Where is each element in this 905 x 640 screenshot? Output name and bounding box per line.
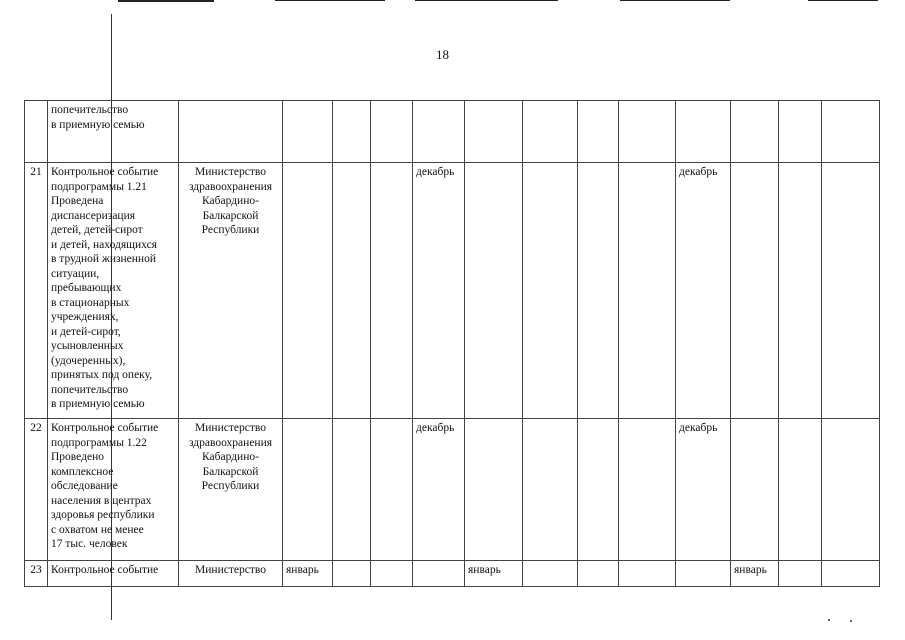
executor: Министерство здравоохранения Кабардино- Балкарской Республики: [179, 163, 283, 419]
row-number: [25, 101, 48, 163]
scan-speck: [828, 619, 830, 621]
schedule-cell: [578, 101, 619, 163]
schedule-cell: [333, 163, 371, 419]
schedule-cell: [822, 419, 880, 561]
schedule-cell: [779, 101, 822, 163]
row-number: 21: [25, 163, 48, 419]
schedule-cell: [371, 419, 413, 561]
schedule-cell: [822, 561, 880, 587]
schedule-cell: [283, 419, 333, 561]
schedule-cell: [822, 163, 880, 419]
schedule-cell: [676, 101, 731, 163]
scan-line: [620, 0, 730, 1]
schedule-cell: [283, 163, 333, 419]
table-row: [25, 419, 880, 561]
schedule-cell: [779, 163, 822, 419]
event-name: Контрольное событие подпрограммы 1.21 Проведена диспансеризация детей, детей-сирот и детей, находящихся в трудной жизненной ситуации, пребывающих в стационарных учреждениях, и детей-сирот, усыновленных (удочеренных), принятых под опеку, попечительство в приемную семью: [48, 163, 179, 419]
schedule-cell: [371, 561, 413, 587]
schedule-cell: [371, 163, 413, 419]
schedule-cell: [465, 101, 523, 163]
schedule-cell: январь: [283, 561, 333, 587]
scan-line: [118, 0, 214, 2]
schedule-cell: [578, 419, 619, 561]
table-row: [25, 163, 880, 419]
executor: Министерство здравоохранения Кабардино- Балкарской Республики: [179, 419, 283, 561]
schedule-cell: [283, 101, 333, 163]
schedule-cell: декабрь: [676, 163, 731, 419]
scan-line: [275, 0, 385, 1]
schedule-cell: [619, 419, 676, 561]
schedule-cell: [731, 101, 779, 163]
table-row: [25, 561, 880, 587]
page-number: 18: [436, 47, 449, 62]
event-name: Контрольное событие подпрограммы 1.22 Проведено комплексное обследование населения в центрах здоровья республики с охватом не менее 17 тыс. человек: [48, 419, 179, 561]
schedule-cell: [333, 101, 371, 163]
schedule-table: [24, 100, 880, 587]
schedule-cell: [731, 163, 779, 419]
schedule-cell: [523, 419, 578, 561]
row-number: 22: [25, 419, 48, 561]
schedule-cell: [619, 101, 676, 163]
schedule-cell: [619, 561, 676, 587]
schedule-cell: [333, 561, 371, 587]
schedule-cell: [465, 419, 523, 561]
row-number: 23: [25, 561, 48, 587]
schedule-cell: [465, 163, 523, 419]
schedule-cell: [523, 163, 578, 419]
schedule-cell: декабрь: [413, 163, 465, 419]
event-name: попечительство в приемную семью: [48, 101, 179, 163]
scan-speck: [850, 620, 852, 622]
schedule-cell: [413, 561, 465, 587]
executor: [179, 101, 283, 163]
schedule-cell: [523, 101, 578, 163]
schedule-cell: [523, 561, 578, 587]
table-row: [25, 101, 880, 163]
schedule-cell: январь: [465, 561, 523, 587]
schedule-cell: [578, 163, 619, 419]
schedule-cell: [676, 561, 731, 587]
schedule-cell: [731, 419, 779, 561]
schedule-cell: [578, 561, 619, 587]
schedule-cell: [333, 419, 371, 561]
schedule-cell: декабрь: [413, 419, 465, 561]
schedule-cell: [779, 419, 822, 561]
schedule-cell: декабрь: [676, 419, 731, 561]
schedule-cell: [371, 101, 413, 163]
scan-line: [415, 0, 558, 1]
schedule-cell: [822, 101, 880, 163]
schedule-cell: [619, 163, 676, 419]
executor: Министерство: [179, 561, 283, 587]
schedule-cell: [779, 561, 822, 587]
schedule-cell: январь: [731, 561, 779, 587]
scan-line: [808, 0, 878, 1]
schedule-cell: [413, 101, 465, 163]
event-name: Контрольное событие: [48, 561, 179, 587]
